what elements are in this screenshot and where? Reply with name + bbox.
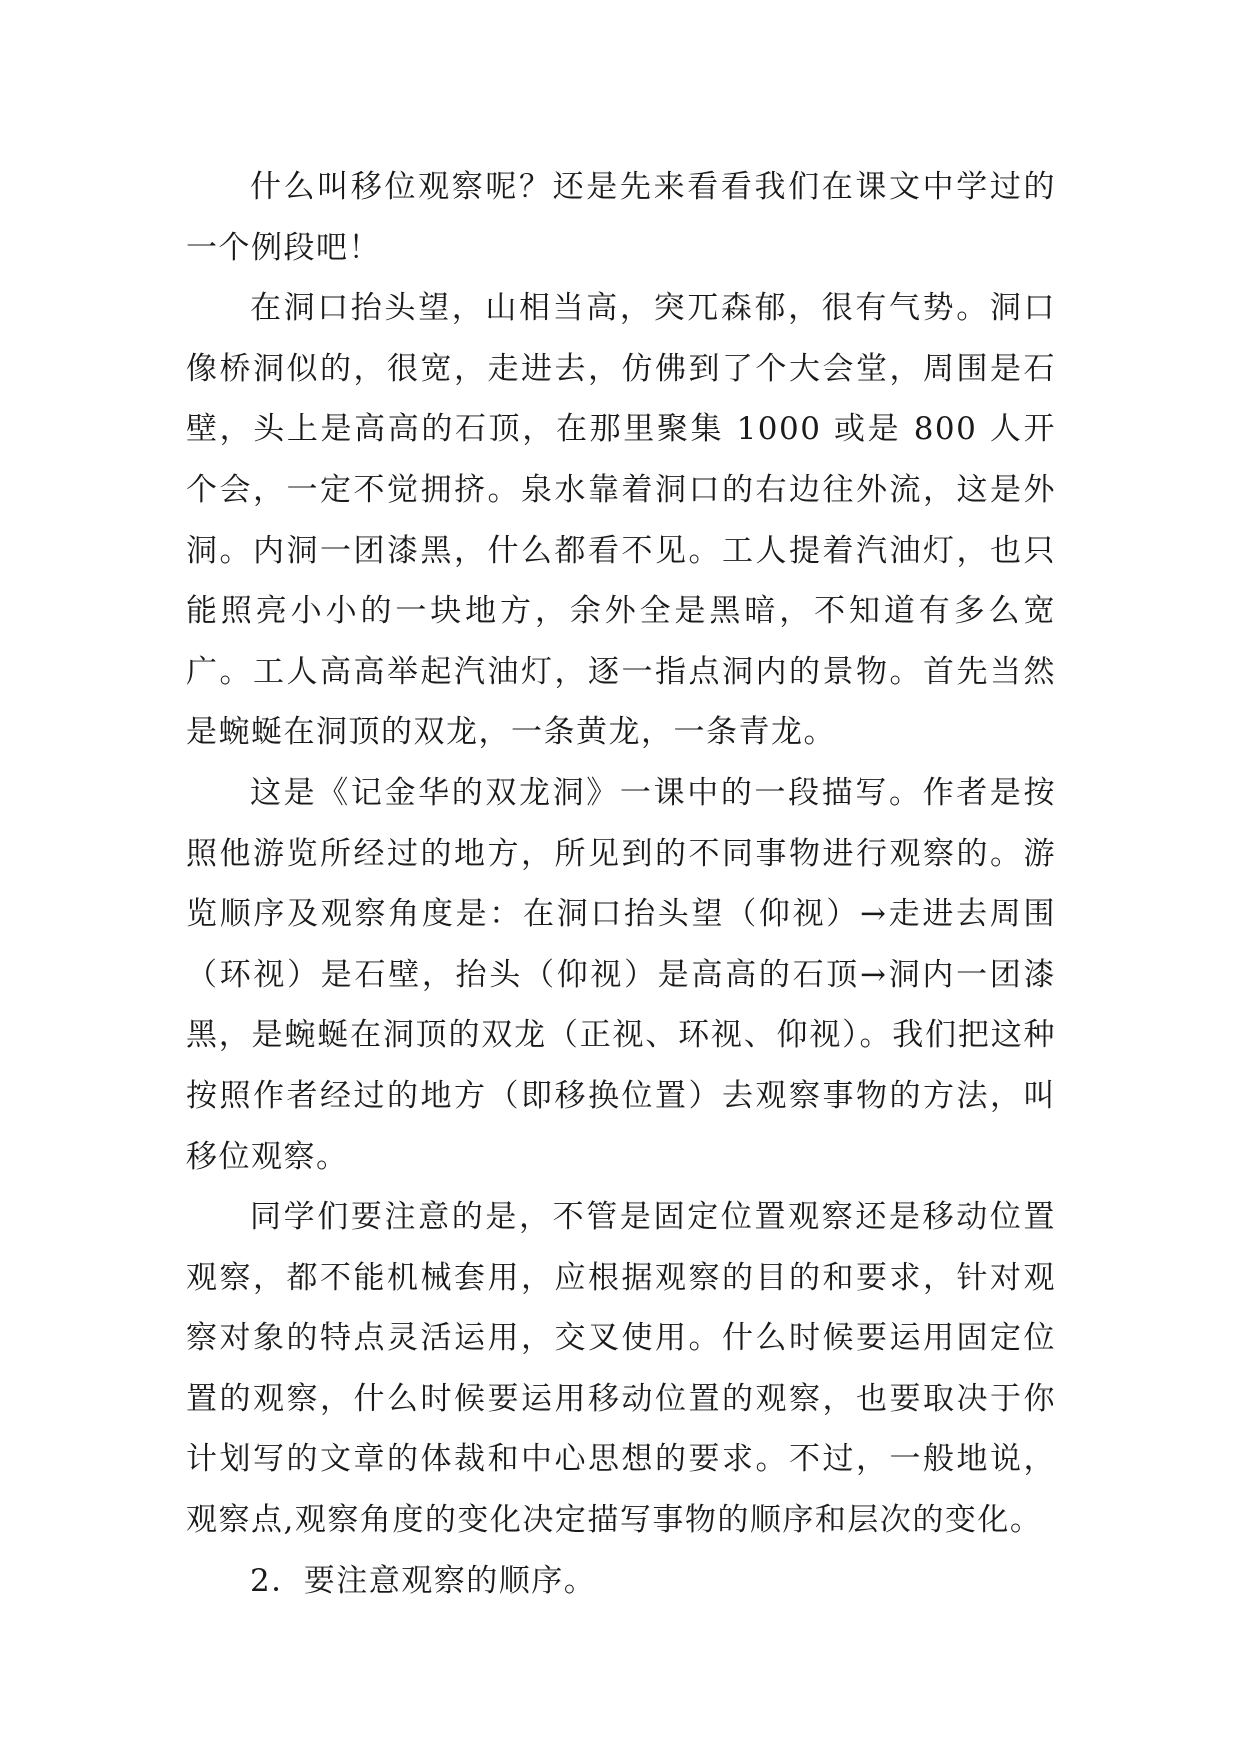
paragraph-section-heading: 2．要注意观察的顺序。	[250, 1562, 597, 1599]
document-body	[186, 157, 1056, 1611]
paragraph-note: 同学们要注意的是，不管是固定位置观察还是移动位置观察，都不能机械套用，应根据观察的目的和要求，针对观察对象的特点灵活运用，交叉使用。什么时候要运用固定位置的观察，什么时候要运用移动位置的观察，也要取决于你计划写的文章的体裁和中心思想的要求。不过，一般地说，观察点,观察角度的变化决定描写事物的顺序和层次的变化。	[186, 1199, 1056, 1539]
paragraph-intro-question: 什么叫移位观察呢？还是先来看看我们在课文中学过的一个例段吧！	[186, 169, 1056, 266]
paragraph-explanation: 这是《记金华的双龙洞》一课中的一段描写。作者是按照他游览所经过的地方，所见到的不同事物进行观察的。游览顺序及观察角度是：在洞口抬头望（仰视）→走进去周围（环视）是石壁，抬头（仰视）是高高的石顶→洞内一团漆黑，是蜿蜒在洞顶的双龙（正视、环视、仰视）。我们把这种按照作者经过的地方（即移换位置）去观察事物的方法，叫移位观察。	[186, 774, 1056, 1175]
paragraph-example-passage: 在洞口抬头望，山相当高，突兀森郁，很有气势。洞口像桥洞似的，很宽，走进去，仿佛到了个大会堂，周围是石壁，头上是高高的石顶，在那里聚集 1000 或是 800 人开个会，一定不觉拥挤。泉水靠着洞口的右边往外流，这是外洞。内洞一团漆黑，什么都看不见。工人提着汽油灯，也只能照亮小小的一块地方，余外全是黑暗，不知道有多么宽广。工人高高举起汽油灯，逐一指点洞内的景物。首先当然是蜿蜒在洞顶的双龙，一条黄龙，一条青龙。	[186, 290, 1056, 751]
